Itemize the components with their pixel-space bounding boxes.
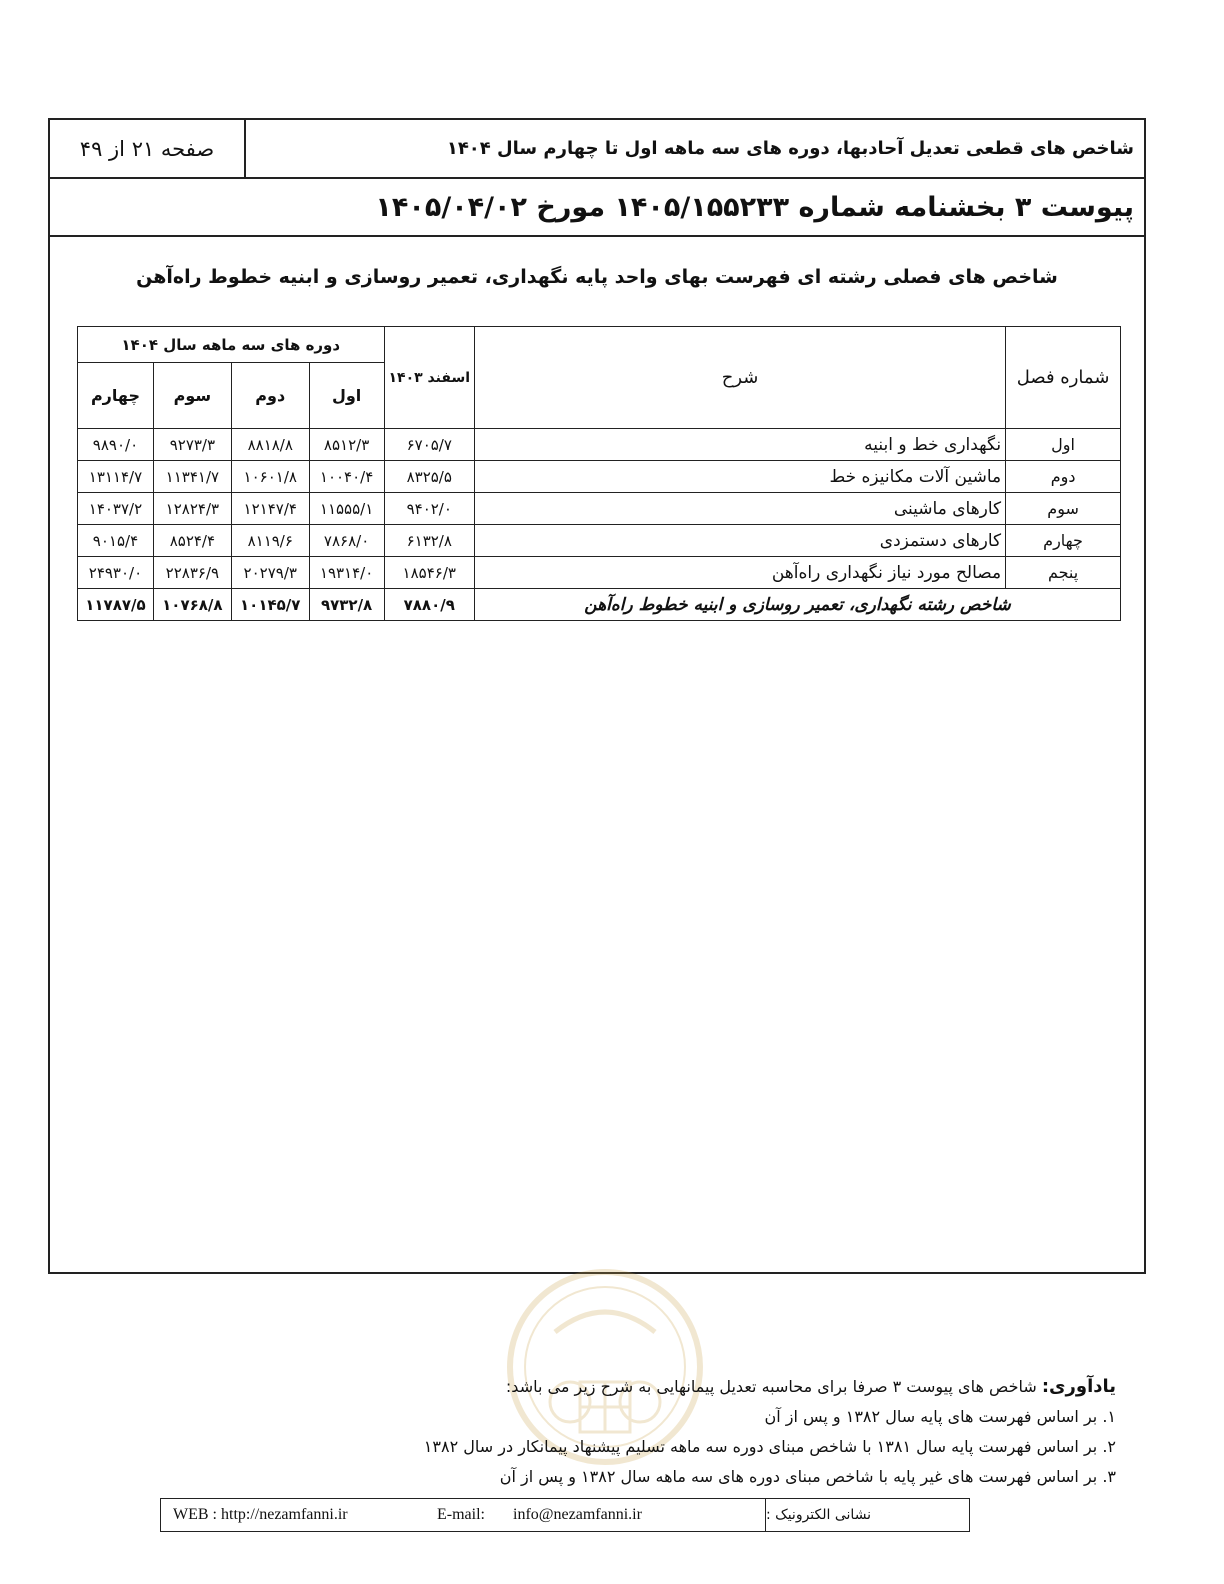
total-q1: ۹۷۳۲/۸ [309, 589, 384, 621]
header-row [50, 120, 1144, 179]
footer [160, 1498, 970, 1532]
cell-esfand: ۹۴۰۲/۰ [384, 493, 475, 525]
document-title: شاخص های قطعی تعدیل آحادبها، دوره های سه ماهه اول تا چهارم سال ۱۴۰۴ [446, 138, 1134, 159]
header-section-no: شماره فصل [1006, 327, 1121, 429]
table-row [78, 493, 1121, 525]
cell-section: سوم [1006, 493, 1121, 525]
page-number: صفحه ۲۱ از ۴۹ [50, 120, 246, 177]
cell-q2: ۲۰۲۷۹/۳ [231, 557, 309, 589]
cell-esfand: ۶۱۳۲/۸ [384, 525, 475, 557]
cell-q4: ۹۰۱۵/۴ [78, 525, 154, 557]
footer-address-label: نشانی الکترونیک : [765, 1499, 969, 1531]
table-title: شاخص های فصلی رشته ای فهرست بهای واحد پایه نگهداری، تعمیر روسازی و ابنیه خطوط راه‌آهن [136, 266, 1058, 288]
cell-description: ماشین آلات مکانیزه خط [475, 461, 1006, 493]
cell-description: نگهداری خط و ابنیه [475, 429, 1006, 461]
cell-q3: ۹۲۷۳/۳ [153, 429, 231, 461]
header-periods-group: دوره های سه ماهه سال ۱۴۰۴ [78, 327, 385, 363]
footer-email-link[interactable]: info@nezamfanni.ir [513, 1506, 642, 1523]
cell-q1: ۱۰۰۴۰/۴ [309, 461, 384, 493]
cell-section: دوم [1006, 461, 1121, 493]
notes-item: ۲. بر اساس فهرست پایه سال ۱۳۸۱ با شاخص مبنای دوره سه ماهه تسلیم پیشنهاد پیمانکار در سال ۱۳۸۲ [423, 1437, 1116, 1456]
header-esfand: اسفند ۱۴۰۳ [384, 327, 475, 429]
header-q2: دوم [231, 363, 309, 429]
cell-description: کارهای دستمزدی [475, 525, 1006, 557]
table-row [78, 461, 1121, 493]
cell-q4: ۱۳۱۱۴/۷ [78, 461, 154, 493]
document-frame [48, 118, 1146, 1274]
notes-label: یادآوری: [1041, 1376, 1116, 1397]
cell-q2: ۸۱۱۹/۶ [231, 525, 309, 557]
header-q3: سوم [153, 363, 231, 429]
cell-q4: ۲۴۹۳۰/۰ [78, 557, 154, 589]
header-q1: اول [309, 363, 384, 429]
table-row [78, 525, 1121, 557]
cell-section: پنجم [1006, 557, 1121, 589]
total-description: شاخص رشته نگهداری، تعمیر روسازی و ابنیه خطوط راه‌آهن [475, 589, 1121, 621]
cell-q4: ۹۸۹۰/۰ [78, 429, 154, 461]
cell-section: چهارم [1006, 525, 1121, 557]
cell-q3: ۸۵۲۴/۴ [153, 525, 231, 557]
cell-q2: ۱۲۱۴۷/۴ [231, 493, 309, 525]
table-row [78, 429, 1121, 461]
total-q4: ۱۱۷۸۷/۵ [78, 589, 154, 621]
cell-esfand: ۸۳۲۵/۵ [384, 461, 475, 493]
total-esfand: ۷۸۸۰/۹ [384, 589, 475, 621]
cell-q1: ۷۸۶۸/۰ [309, 525, 384, 557]
cell-description: مصالح مورد نیاز نگهداری راه‌آهن [475, 557, 1006, 589]
notes-intro: شاخص های پیوست ۳ صرفا برای محاسبه تعدیل پیمانهایی به شرح زیر می باشد: [505, 1377, 1037, 1396]
circular-reference: پیوست ۳ بخشنامه شماره ۱۴۰۵/۱۵۵۲۳۳ مورخ ۱۴۰۵/۰۴/۰۲ [50, 179, 1144, 237]
index-table [77, 326, 1121, 621]
notes-item: ۱. بر اساس فهرست های پایه سال ۱۳۸۲ و پس از آن [764, 1407, 1116, 1426]
total-q2: ۱۰۱۴۵/۷ [231, 589, 309, 621]
cell-q3: ۱۱۳۴۱/۷ [153, 461, 231, 493]
cell-q4: ۱۴۰۳۷/۲ [78, 493, 154, 525]
total-q3: ۱۰۷۶۸/۸ [153, 589, 231, 621]
cell-q3: ۲۲۸۳۶/۹ [153, 557, 231, 589]
notes-intro-line [424, 1372, 1116, 1402]
cell-q2: ۱۰۶۰۱/۸ [231, 461, 309, 493]
total-row [78, 589, 1121, 621]
cell-q1: ۱۹۳۱۴/۰ [309, 557, 384, 589]
footer-email-label: E-mail: [437, 1506, 485, 1523]
footer-web-link[interactable]: WEB : http://nezamfanni.ir [173, 1506, 348, 1523]
cell-q3: ۱۲۸۲۴/۳ [153, 493, 231, 525]
header-description: شرح [475, 327, 1006, 429]
cell-description: کارهای ماشینی [475, 493, 1006, 525]
cell-esfand: ۱۸۵۴۶/۳ [384, 557, 475, 589]
header-q4: چهارم [78, 363, 154, 429]
notes-item: ۳. بر اساس فهرست های غیر پایه با شاخص مبنای دوره های سه ماهه سال ۱۳۸۲ و پس از آن [499, 1467, 1116, 1486]
cell-section: اول [1006, 429, 1121, 461]
table-row [78, 557, 1121, 589]
cell-q2: ۸۸۱۸/۸ [231, 429, 309, 461]
cell-esfand: ۶۷۰۵/۷ [384, 429, 475, 461]
cell-q1: ۱۱۵۵۵/۱ [309, 493, 384, 525]
notes-section [424, 1372, 1116, 1492]
cell-q1: ۸۵۱۲/۳ [309, 429, 384, 461]
